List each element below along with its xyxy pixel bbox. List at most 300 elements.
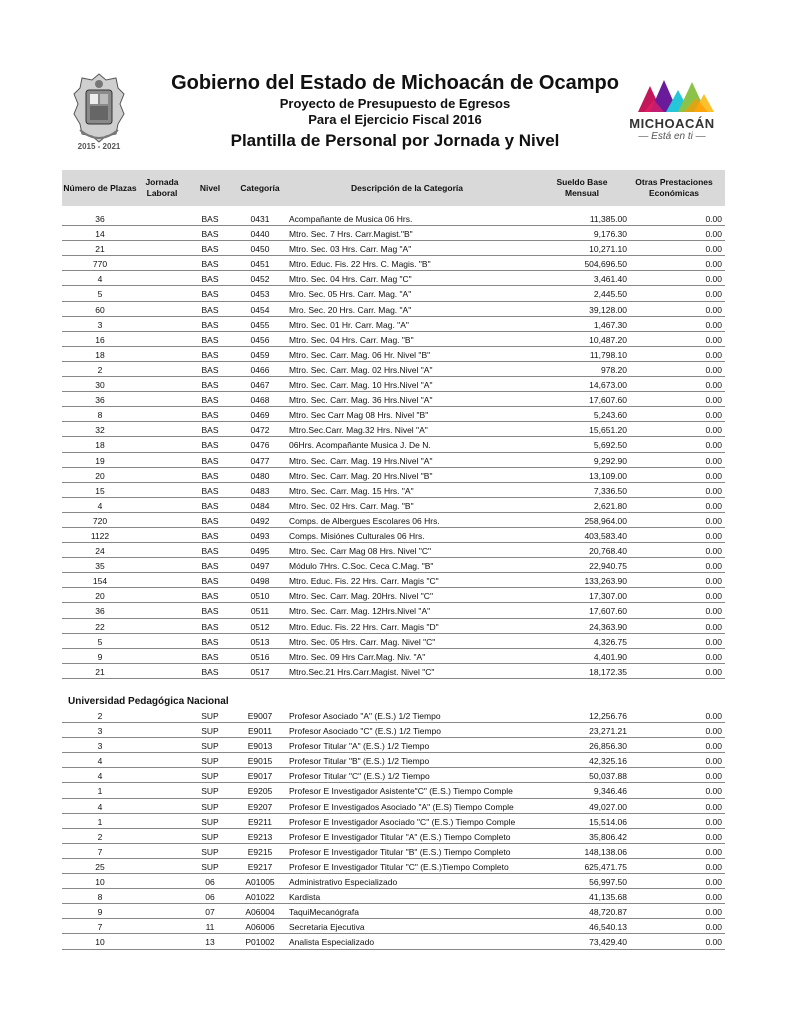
cell-nivel: BAS xyxy=(201,561,219,572)
cell-descripcion: Profesor Titular "B" (E.S.) 1/2 Tiempo xyxy=(289,756,430,767)
document-subtitle-plantilla: Plantilla de Personal por Jornada y Nivel xyxy=(230,131,560,150)
table-row xyxy=(62,860,725,875)
cell-nivel: BAS xyxy=(201,515,219,526)
table-row xyxy=(62,454,725,469)
table-row xyxy=(62,739,725,754)
cell-otras: 0.00 xyxy=(705,591,722,602)
cell-otras: 0.00 xyxy=(705,711,722,721)
table-row xyxy=(62,484,725,499)
cell-descripcion: Mtro.Sec.Carr. Mag.32 Hrs. Nivel "A" xyxy=(289,425,428,436)
cell-otras: 0.00 xyxy=(705,741,722,752)
row-divider xyxy=(62,331,725,332)
cell-sueldo: 13,109.00 xyxy=(589,470,627,481)
cell-categoria: 0517 xyxy=(250,666,270,677)
table-row xyxy=(62,875,725,890)
row-divider xyxy=(62,225,725,226)
cell-nivel: BAS xyxy=(201,440,219,451)
table-row xyxy=(62,514,725,529)
table-row xyxy=(62,574,725,589)
row-divider xyxy=(62,843,725,844)
cell-sueldo: 3,461.40 xyxy=(593,274,627,285)
cell-descripcion: Mtro.Sec.21 Hrs.Carr.Magist. Nivel "C" xyxy=(289,666,435,677)
cell-num-plazas: 4 xyxy=(97,274,103,285)
table-row xyxy=(62,423,725,438)
cell-sueldo: 978.20 xyxy=(601,364,627,375)
cell-nivel: BAS xyxy=(201,425,219,436)
cell-nivel: BAS xyxy=(201,319,219,330)
table-row xyxy=(62,604,725,619)
row-divider xyxy=(62,421,725,422)
cell-nivel: BAS xyxy=(201,304,219,315)
cell-categoria: 0492 xyxy=(250,515,270,526)
cell-descripcion: Secretaria Ejecutiva xyxy=(289,922,365,933)
cell-categoria: E9007 xyxy=(247,711,273,721)
cell-otras: 0.00 xyxy=(705,364,722,375)
cell-otras: 0.00 xyxy=(705,244,722,255)
cell-otras: 0.00 xyxy=(705,786,722,797)
table-row xyxy=(62,905,725,920)
cell-nivel: BAS xyxy=(201,229,219,240)
cell-otras: 0.00 xyxy=(705,561,722,572)
table-row xyxy=(62,620,725,635)
cell-num-plazas: 2 xyxy=(97,364,103,375)
row-divider xyxy=(62,452,725,453)
cell-categoria: 0477 xyxy=(250,455,270,466)
cell-sueldo: 12,256.76 xyxy=(589,711,627,721)
row-divider xyxy=(62,737,725,738)
cell-nivel: BAS xyxy=(201,591,219,602)
cell-num-plazas: 25 xyxy=(95,861,105,872)
cell-otras: 0.00 xyxy=(705,349,722,360)
cell-otras: 0.00 xyxy=(705,861,722,872)
cell-sueldo: 9,346.46 xyxy=(593,786,627,797)
cell-sueldo: 148,138.06 xyxy=(584,846,627,857)
cell-num-plazas: 4 xyxy=(97,801,103,812)
cell-categoria: 0455 xyxy=(250,319,270,330)
cell-nivel: SUP xyxy=(201,786,219,797)
table-row xyxy=(62,830,725,845)
table-row xyxy=(62,845,725,860)
cell-otras: 0.00 xyxy=(705,666,722,677)
cell-otras: 0.00 xyxy=(705,530,722,541)
table-header xyxy=(62,170,725,206)
table-row xyxy=(62,469,725,484)
row-divider xyxy=(62,557,725,558)
cell-categoria: 0480 xyxy=(250,470,270,481)
cell-nivel: BAS xyxy=(201,244,219,255)
cell-nivel: BAS xyxy=(201,606,219,617)
cell-categoria: 0468 xyxy=(250,395,270,406)
row-divider xyxy=(62,828,725,829)
cell-descripcion: Profesor E Investigador Titular "C" (E.S.)Tiempo Completo xyxy=(289,861,509,872)
cell-sueldo: 11,798.10 xyxy=(589,349,627,360)
cell-sueldo: 4,401.90 xyxy=(593,651,627,662)
document-subtitle-budget: Proyecto de Presupuesto de Egresos xyxy=(279,96,511,111)
row-divider xyxy=(62,767,725,768)
cell-descripcion: Mtro. Sec. 03 Hrs. Carr. Mag "A" xyxy=(289,244,412,255)
cell-categoria: 0450 xyxy=(250,244,270,255)
row-divider xyxy=(62,648,725,649)
table-row xyxy=(62,784,725,799)
table-row xyxy=(62,212,725,227)
cell-categoria: P01002 xyxy=(245,937,275,948)
cell-sueldo: 1,467.30 xyxy=(593,319,627,330)
row-divider xyxy=(62,722,725,723)
cell-otras: 0.00 xyxy=(705,576,722,587)
cell-num-plazas: 32 xyxy=(95,425,105,436)
cell-otras: 0.00 xyxy=(705,636,722,647)
cell-categoria: 0431 xyxy=(250,214,270,224)
cell-num-plazas: 4 xyxy=(97,771,103,782)
cell-categoria: 0512 xyxy=(250,621,270,632)
cell-sueldo: 39,128.00 xyxy=(589,304,627,315)
cell-nivel: BAS xyxy=(201,546,219,557)
cell-descripcion: Mtro. Sec Carr Mag 08 Hrs. Nivel "B" xyxy=(289,410,429,421)
cell-sueldo: 18,172.35 xyxy=(589,666,627,677)
cell-sueldo: 14,673.00 xyxy=(589,380,627,391)
cell-num-plazas: 2 xyxy=(97,831,103,842)
column-header-descripcion: Descripción de la Categoría xyxy=(351,182,463,193)
row-divider xyxy=(62,301,725,302)
cell-num-plazas: 30 xyxy=(95,380,105,391)
cell-num-plazas: 10 xyxy=(95,877,105,888)
cell-categoria: A01022 xyxy=(245,892,275,903)
cell-otras: 0.00 xyxy=(705,515,722,526)
cell-sueldo: 46,540.13 xyxy=(589,922,627,933)
cell-otras: 0.00 xyxy=(705,651,722,662)
table-row xyxy=(62,287,725,302)
cell-descripcion: Mtro. Sec. 04 Hrs. Carr. Mag. "B" xyxy=(289,334,414,345)
row-divider xyxy=(62,512,725,513)
cell-num-plazas: 720 xyxy=(92,515,108,526)
cell-categoria: 0516 xyxy=(250,651,270,662)
cell-categoria: E9015 xyxy=(247,756,273,767)
cell-sueldo: 504,696.50 xyxy=(584,259,627,270)
table-row xyxy=(62,272,725,287)
cell-num-plazas: 10 xyxy=(95,937,105,948)
cell-categoria: E9215 xyxy=(247,846,273,857)
cell-sueldo: 2,445.50 xyxy=(593,289,627,300)
cell-sueldo: 22,940.75 xyxy=(589,561,627,572)
cell-sueldo: 5,692.50 xyxy=(593,440,627,451)
row-divider xyxy=(62,316,725,317)
cell-categoria: 0484 xyxy=(250,500,270,511)
cell-descripcion: Mtro. Sec. 7 Hrs. Carr.Magist."B" xyxy=(289,229,413,240)
table-row xyxy=(62,589,725,604)
cell-otras: 0.00 xyxy=(705,816,722,827)
cell-num-plazas: 18 xyxy=(95,349,105,360)
cell-descripcion: Mtro. Sec. 09 Hrs Carr.Mag. Niv. "A" xyxy=(289,651,426,662)
cell-categoria: E9017 xyxy=(247,771,273,782)
cell-nivel: 06 xyxy=(205,877,215,888)
cell-descripcion: Profesor Titular "A" (E.S.) 1/2 Tiempo xyxy=(289,741,430,752)
cell-descripcion: Mtro. Sec. 01 Hr. Carr. Mag. "A" xyxy=(289,319,409,330)
cell-num-plazas: 24 xyxy=(95,546,105,557)
cell-nivel: SUP xyxy=(201,816,219,827)
cell-nivel: BAS xyxy=(201,576,219,587)
cell-descripcion: Mtro. Sec. Carr. Mag. 15 Hrs. "A" xyxy=(289,485,414,496)
cell-otras: 0.00 xyxy=(705,892,722,903)
cell-otras: 0.00 xyxy=(705,937,722,948)
row-divider xyxy=(62,527,725,528)
row-divider xyxy=(62,949,725,950)
cell-descripcion: Profesor E Investigador Asistente"C" (E.S.) Tiempo Comple xyxy=(289,786,513,797)
row-divider xyxy=(62,376,725,377)
cell-num-plazas: 36 xyxy=(95,606,105,617)
cell-nivel: BAS xyxy=(201,410,219,421)
cell-sueldo: 35,806.42 xyxy=(589,831,627,842)
cell-descripcion: Mro. Sec. 20 Hrs. Carr. Mag. "A" xyxy=(289,304,412,315)
cell-descripcion: Mtro. Educ. Fis. 22 Hrs. C. Magis. "B" xyxy=(289,259,431,270)
cell-otras: 0.00 xyxy=(705,380,722,391)
cell-descripcion: Mtro. Sec. 05 Hrs. Carr. Mag. Nivel "C" xyxy=(289,636,436,647)
row-divider xyxy=(62,663,725,664)
cell-otras: 0.00 xyxy=(705,831,722,842)
cell-otras: 0.00 xyxy=(705,425,722,436)
cell-otras: 0.00 xyxy=(705,455,722,466)
cell-descripcion: Profesor E Investigados Asociado "A" (E.S) Tiempo Comple xyxy=(289,801,514,812)
cell-otras: 0.00 xyxy=(705,334,722,345)
column-header-nivel: Nivel xyxy=(199,182,221,193)
row-divider xyxy=(62,798,725,799)
cell-descripcion: Mtro. Sec. Carr. Mag. 12Hrs.Nivel "A" xyxy=(289,606,431,617)
cell-categoria: A06006 xyxy=(245,922,275,933)
table-row xyxy=(62,499,725,514)
cell-sueldo: 4,326.75 xyxy=(593,636,627,647)
cell-sueldo: 15,651.20 xyxy=(589,425,627,436)
cell-categoria: 0451 xyxy=(250,259,270,270)
cell-num-plazas: 16 xyxy=(95,334,105,345)
table-row xyxy=(62,754,725,769)
cell-descripcion: Mro. Sec. 05 Hrs. Carr. Mag. "A" xyxy=(289,289,412,300)
row-divider xyxy=(62,240,725,241)
cell-descripcion: Profesor Asociado "C" (E.S.) 1/2 Tiempo xyxy=(289,726,442,737)
column-header-jornada: Jornada Laboral xyxy=(145,177,179,198)
table-row xyxy=(62,815,725,830)
row-divider xyxy=(62,255,725,256)
cell-nivel: BAS xyxy=(201,395,219,406)
cell-num-plazas: 5 xyxy=(97,289,103,300)
row-divider xyxy=(62,933,725,934)
cell-nivel: BAS xyxy=(201,214,219,224)
cell-sueldo: 625,471.75 xyxy=(584,861,627,872)
cell-categoria: E9205 xyxy=(247,786,273,797)
cell-sueldo: 41,135.68 xyxy=(589,892,627,903)
cell-categoria: 0495 xyxy=(250,546,270,557)
cell-nivel: SUP xyxy=(201,831,219,842)
cell-categoria: 0469 xyxy=(250,410,270,421)
cell-descripcion: Profesor E Investigador Asociado "C" (E.S.) Tiempo Comple xyxy=(289,816,516,827)
cell-num-plazas: 14 xyxy=(95,229,105,240)
table-row xyxy=(62,242,725,257)
cell-descripcion: Mtro. Sec. Carr. Mag. 02 Hrs.Nivel "A" xyxy=(289,364,433,375)
cell-sueldo: 5,243.60 xyxy=(593,410,627,421)
row-divider xyxy=(62,813,725,814)
row-divider xyxy=(62,873,725,874)
cell-nivel: BAS xyxy=(201,621,219,632)
cell-categoria: E9013 xyxy=(247,741,273,752)
cell-nivel: SUP xyxy=(201,726,219,737)
cell-categoria: E9213 xyxy=(247,831,273,842)
cell-otras: 0.00 xyxy=(705,470,722,481)
column-header-num-plazas: Número de Plazas xyxy=(63,182,137,193)
cell-categoria: 0466 xyxy=(250,364,270,375)
cell-num-plazas: 154 xyxy=(92,576,108,587)
row-divider xyxy=(62,482,725,483)
cell-categoria: 0452 xyxy=(250,274,270,285)
cell-categoria: A06004 xyxy=(245,907,275,918)
row-divider xyxy=(62,858,725,859)
cell-descripcion: Comps. de Albergues Escolares 06 Hrs. xyxy=(289,515,440,526)
row-divider xyxy=(62,903,725,904)
row-divider xyxy=(62,618,725,619)
cell-num-plazas: 22 xyxy=(95,621,105,632)
cell-otras: 0.00 xyxy=(705,229,722,240)
cell-categoria: 0440 xyxy=(250,229,270,240)
table-row xyxy=(62,665,725,680)
cell-descripcion: Mtro. Sec. 04 Hrs. Carr. Mag "C" xyxy=(289,274,412,285)
cell-otras: 0.00 xyxy=(705,214,722,224)
cell-sueldo: 10,271.10 xyxy=(589,244,627,255)
cell-descripcion: Mtro. Sec. Carr. Mag. 20 Hrs.Nivel "B" xyxy=(289,470,433,481)
cell-nivel: 07 xyxy=(205,907,215,918)
cell-nivel: BAS xyxy=(201,274,219,285)
cell-num-plazas: 9 xyxy=(97,907,103,918)
cell-descripcion: Mtro. Educ. Fis. 22 Hrs. Carr. Magis "D" xyxy=(289,621,439,632)
cell-categoria: 0454 xyxy=(250,304,270,315)
cell-nivel: 11 xyxy=(205,922,215,933)
cell-otras: 0.00 xyxy=(705,500,722,511)
cell-sueldo: 20,768.40 xyxy=(589,546,627,557)
cell-descripcion: Profesor E Investigador Titular "B" (E.S.) Tiempo Completo xyxy=(289,846,511,857)
cell-nivel: SUP xyxy=(201,801,219,812)
logo-tagline: — Está en ti — xyxy=(638,131,706,142)
cell-otras: 0.00 xyxy=(705,846,722,857)
cell-otras: 0.00 xyxy=(705,304,722,315)
cell-descripcion: Mtro. Sec. Carr Mag 08 Hrs. Nivel "C" xyxy=(289,546,432,557)
row-divider xyxy=(62,361,725,362)
table-row xyxy=(62,920,725,935)
table-row xyxy=(62,393,725,408)
cell-nivel: SUP xyxy=(201,756,219,767)
row-divider xyxy=(62,542,725,543)
row-divider xyxy=(62,391,725,392)
row-divider xyxy=(62,587,725,588)
cell-nivel: BAS xyxy=(201,455,219,466)
cell-num-plazas: 2 xyxy=(97,711,103,721)
cell-otras: 0.00 xyxy=(705,877,722,888)
cell-sueldo: 24,363.90 xyxy=(589,621,627,632)
row-divider xyxy=(62,888,725,889)
table-row xyxy=(62,544,725,559)
cell-descripcion: Acompañante de Musica 06 Hrs. xyxy=(289,214,413,224)
cell-nivel: BAS xyxy=(201,636,219,647)
cell-sueldo: 15,514.06 xyxy=(589,816,627,827)
cell-nivel: BAS xyxy=(201,364,219,375)
cell-descripcion: Comps. Misiónes Culturales 06 Hrs. xyxy=(289,530,425,541)
cell-descripcion: Mtro. Sec. 02 Hrs. Carr. Mag. "B" xyxy=(289,500,414,511)
cell-sueldo: 403,583.40 xyxy=(584,530,627,541)
cell-descripcion: Administrativo Especializado xyxy=(289,877,398,888)
cell-num-plazas: 9 xyxy=(97,651,103,662)
cell-sueldo: 23,271.21 xyxy=(589,726,627,737)
table-row xyxy=(62,227,725,242)
row-divider xyxy=(62,406,725,407)
cell-nivel: BAS xyxy=(201,530,219,541)
cell-num-plazas: 21 xyxy=(95,666,105,677)
table-row xyxy=(62,333,725,348)
cell-otras: 0.00 xyxy=(705,771,722,782)
cell-num-plazas: 20 xyxy=(95,591,105,602)
column-header-otras: Otras Prestaciones Económicas xyxy=(635,177,713,198)
cell-categoria: E9211 xyxy=(248,816,272,827)
cell-categoria: 0476 xyxy=(250,440,270,451)
cell-categoria: 0459 xyxy=(250,349,270,360)
row-divider xyxy=(62,346,725,347)
cell-otras: 0.00 xyxy=(705,440,722,451)
cell-num-plazas: 15 xyxy=(95,485,105,496)
table-row xyxy=(62,257,725,272)
cell-descripcion: Mtro. Sec. Carr. Mag. 10 Hrs.Nivel "A" xyxy=(289,380,433,391)
cell-sueldo: 73,429.40 xyxy=(589,937,627,948)
table-row xyxy=(62,635,725,650)
table-row xyxy=(62,559,725,574)
cell-nivel: BAS xyxy=(201,666,219,677)
cell-num-plazas: 1122 xyxy=(90,530,110,541)
table-row xyxy=(62,378,725,393)
cell-num-plazas: 3 xyxy=(97,726,103,737)
cell-num-plazas: 8 xyxy=(97,410,103,421)
cell-sueldo: 17,307.00 xyxy=(589,591,627,602)
table-row xyxy=(62,800,725,815)
cell-categoria: E9011 xyxy=(248,726,272,737)
cell-sueldo: 2,621.80 xyxy=(593,500,627,511)
cell-otras: 0.00 xyxy=(705,259,722,270)
table-row xyxy=(62,724,725,739)
document-header xyxy=(150,70,640,152)
cell-otras: 0.00 xyxy=(705,546,722,557)
table-row xyxy=(62,935,725,950)
row-divider xyxy=(62,270,725,271)
cell-num-plazas: 4 xyxy=(97,500,103,511)
cell-descripcion: TaquiMecanógrafa xyxy=(289,907,359,918)
cell-categoria: 0498 xyxy=(250,576,270,587)
cell-num-plazas: 770 xyxy=(92,259,108,270)
table-row xyxy=(62,709,725,724)
cell-num-plazas: 4 xyxy=(97,756,103,767)
seal-years: 2015 - 2021 xyxy=(77,142,121,151)
cell-descripcion: Mtro. Educ. Fis. 22 Hrs. Carr. Magis "C" xyxy=(289,576,439,587)
cell-categoria: E9217 xyxy=(247,861,273,872)
cell-nivel: SUP xyxy=(201,846,219,857)
cell-sueldo: 9,292.90 xyxy=(593,455,627,466)
cell-num-plazas: 36 xyxy=(95,214,105,224)
cell-descripcion: Profesor E Investigador Titular "A" (E.S.) Tiempo Completo xyxy=(289,831,511,842)
cell-otras: 0.00 xyxy=(705,319,722,330)
table-row xyxy=(62,408,725,423)
cell-nivel: SUP xyxy=(201,771,219,782)
cell-otras: 0.00 xyxy=(705,801,722,812)
cell-otras: 0.00 xyxy=(705,485,722,496)
cell-sueldo: 11,385.00 xyxy=(589,214,627,224)
cell-nivel: 06 xyxy=(205,892,215,903)
cell-otras: 0.00 xyxy=(705,274,722,285)
cell-descripcion: 06Hrs. Acompañante Musica J. De N. xyxy=(289,440,431,451)
row-divider xyxy=(62,918,725,919)
cell-num-plazas: 18 xyxy=(95,440,105,451)
cell-nivel: BAS xyxy=(201,651,219,662)
cell-otras: 0.00 xyxy=(705,289,722,300)
